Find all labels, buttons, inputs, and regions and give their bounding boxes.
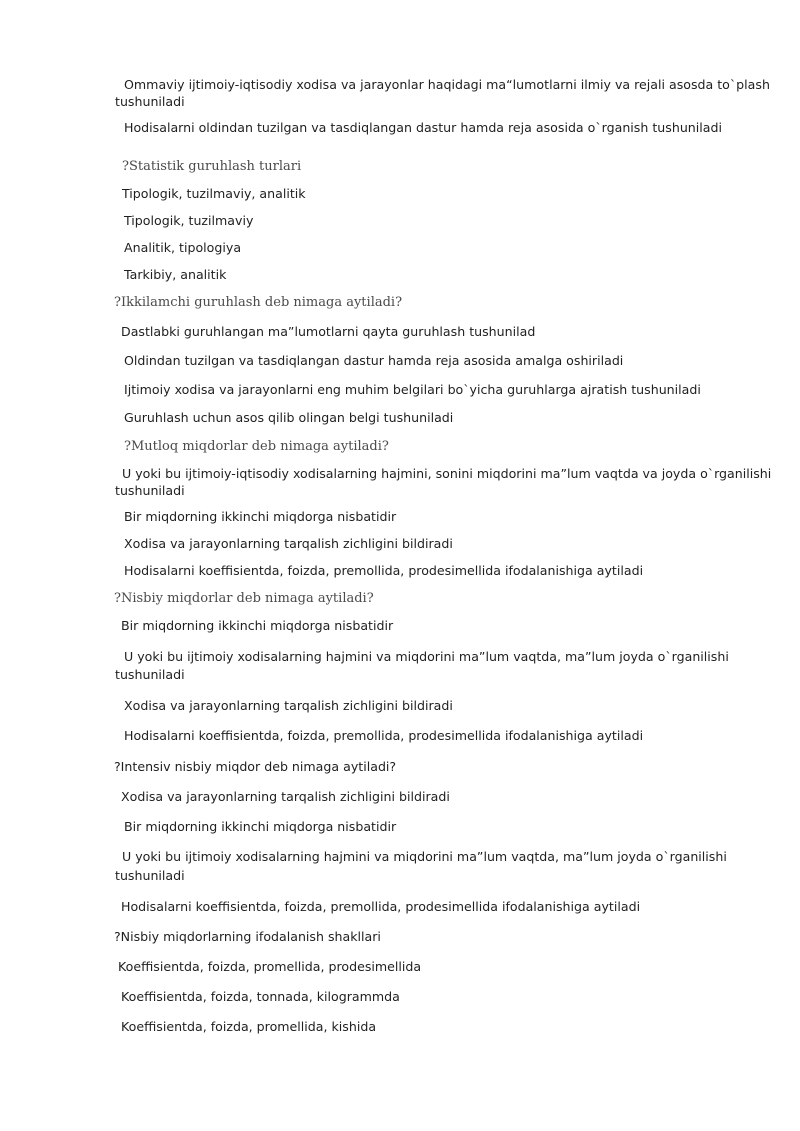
answer-line: Tarkibiy, analitik xyxy=(124,267,227,282)
question-line: ?Intensiv nisbiy miqdor deb nimaga aytiladi? xyxy=(114,759,397,774)
question-line: ?Nisbiy miqdorlarning ifodalanish shakllari xyxy=(114,929,381,944)
question-line: ?Statistik guruhlash turlari xyxy=(122,159,302,174)
answer-line-continuation: tushuniladi xyxy=(115,94,185,109)
answer-line: U yoki bu ijtimoiy xodisalarning hajmini va miqdorini ma”lum vaqtda, ma”lum joyda o`rganilishi xyxy=(122,849,727,864)
answer-line: Xodisa va jarayonlarning tarqalish zichligini bildiradi xyxy=(124,536,453,551)
answer-line: Tipologik, tuzilmaviy, analitik xyxy=(122,186,306,201)
answer-line: Koeffisientda, foizda, promellida, prodesimellida xyxy=(118,959,422,974)
question-line: ?Nisbiy miqdorlar deb nimaga aytiladi? xyxy=(114,591,374,606)
answer-line: Hodisalarni koeffisientda, foizda, premollida, prodesimellida ifodalanishiga aytiladi xyxy=(121,899,641,914)
answer-line: U yoki bu ijtimoiy-iqtisodiy xodisalarning hajmini, sonini miqdorini ma”lum vaqtda va joyda o`rganilishi xyxy=(122,466,772,481)
answer-line: Bir miqdorning ikkinchi miqdorga nisbatidir xyxy=(121,618,394,633)
answer-line: U yoki bu ijtimoiy xodisalarning hajmini va miqdorini ma”lum vaqtda, ma”lum joyda o`rganilishi xyxy=(124,649,729,664)
answer-line: Koeffisientda, foizda, tonnada, kilogrammda xyxy=(121,989,400,1004)
answer-line: Hodisalarni oldindan tuzilgan va tasdiqlangan dastur hamda reja asosida o`rganish tushuniladi xyxy=(124,120,722,135)
answer-line: Hodisalarni koeffisientda, foizda, premollida, prodesimellida ifodalanishiga aytiladi xyxy=(124,563,644,578)
answer-line: Ommaviy ijtimoiy-iqtisodiy xodisa va jarayonlar haqidagi ma“lumotlarni ilmiy va rejali asosda to`plash xyxy=(124,77,770,92)
question-line: ?Ikkilamchi guruhlash deb nimaga aytiladi? xyxy=(114,295,403,310)
answer-line: Tipologik, tuzilmaviy xyxy=(124,213,254,228)
question-line: ?Mutloq miqdorlar deb nimaga aytiladi? xyxy=(124,439,389,454)
answer-line: Ijtimoiy xodisa va jarayonlarni eng muhim belgilari bo`yicha guruhlarga ajratish tushuniladi xyxy=(124,382,701,397)
answer-line: Analitik, tipologiya xyxy=(124,240,242,255)
answer-line: Oldindan tuzilgan va tasdiqlangan dastur hamda reja asosida amalga oshiriladi xyxy=(124,353,624,368)
answer-line: Koeffisientda, foizda, promellida, kishida xyxy=(121,1019,377,1034)
answer-line: Bir miqdorning ikkinchi miqdorga nisbatidir xyxy=(124,819,397,834)
answer-line: Guruhlash uchun asos qilib olingan belgi tushuniladi xyxy=(124,410,454,425)
answer-line: Xodisa va jarayonlarning tarqalish zichligini bildiradi xyxy=(124,698,453,713)
answer-line-continuation: tushuniladi xyxy=(115,868,185,883)
answer-line: Xodisa va jarayonlarning tarqalish zichligini bildiradi xyxy=(121,789,450,804)
answer-line: Dastlabki guruhlangan ma”lumotlarni qayta guruhlash tushunilad xyxy=(121,324,536,339)
answer-line-continuation: tushuniladi xyxy=(115,667,185,682)
answer-line-continuation: tushuniladi xyxy=(115,483,185,498)
answer-line: Hodisalarni koeffisientda, foizda, premollida, prodesimellida ifodalanishiga aytiladi xyxy=(124,728,644,743)
answer-line: Bir miqdorning ikkinchi miqdorga nisbatidir xyxy=(124,509,397,524)
